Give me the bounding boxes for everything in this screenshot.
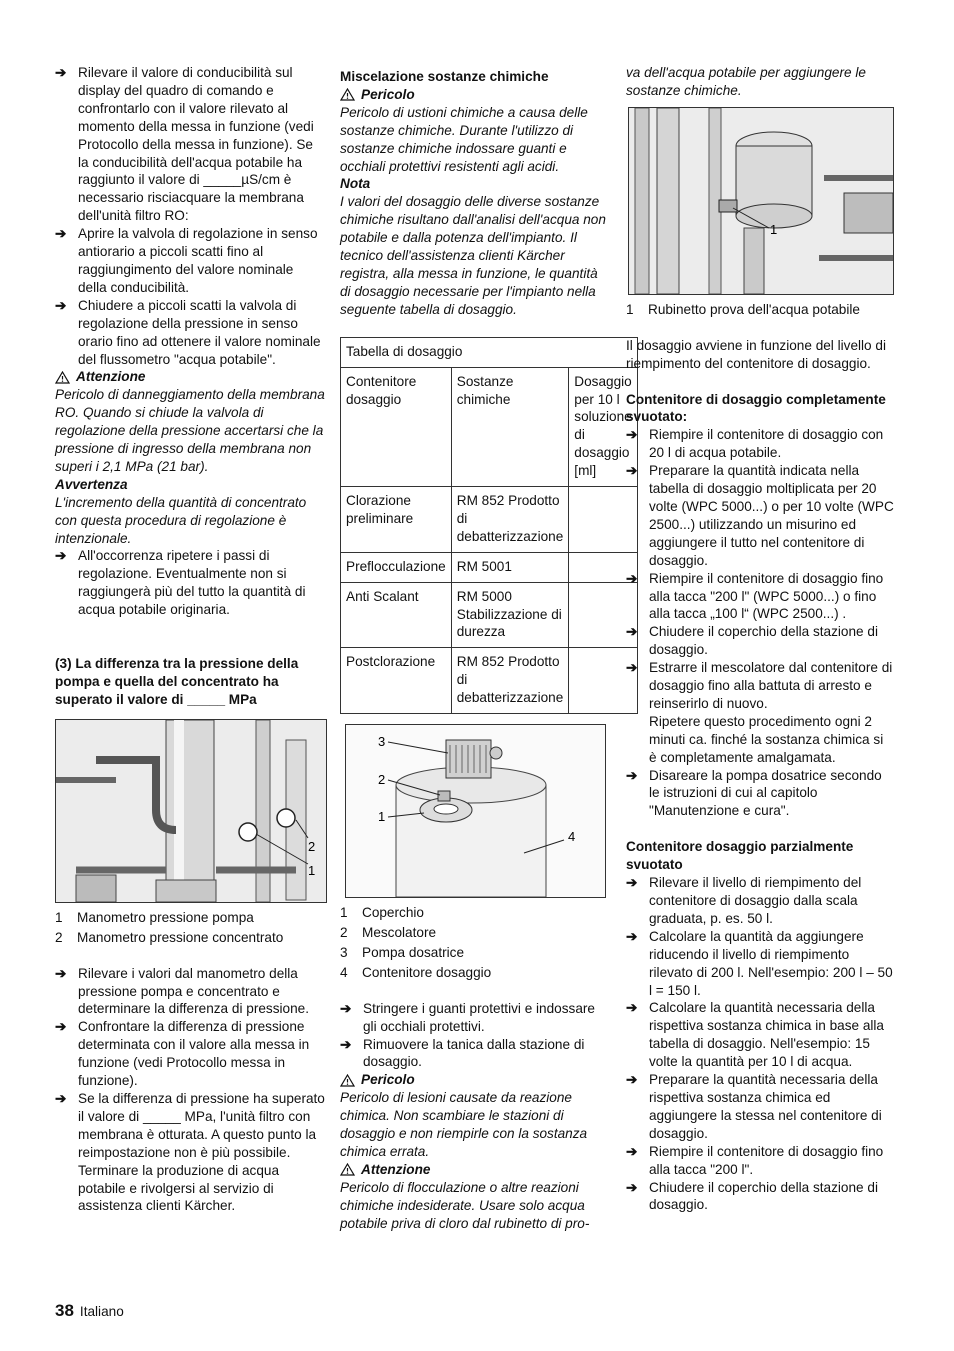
- page-number: 38: [55, 1301, 74, 1320]
- column-left: [55, 64, 325, 1215]
- figure-caption: 2 Manometro pressione concentrato: [55, 929, 284, 945]
- instruction-step: ➔ Rilevare i valori dal manometro della pressione pompa e concentrato e determinare la differenza di pressione.: [55, 965, 309, 1017]
- instruction-step: ➔ Chiudere il coperchio della stazione di dosaggio.: [626, 1179, 878, 1213]
- instruction-step: ➔ Aprire la valvola di regolazione in senso antiorario a piccoli scatti fino al raggiungimento del valore nominale della conducibilità.: [55, 226, 318, 295]
- piping-illustration: [56, 720, 326, 902]
- arrow-right-icon: ➔: [626, 427, 638, 443]
- table-title-row: Tabella di dosaggio: [341, 337, 638, 367]
- instruction-step: ➔ Riempire il contenitore di dosaggio con 20 l di acqua potabile.: [626, 427, 884, 461]
- column-right: [626, 64, 894, 1214]
- attention-heading: Attenzione: [340, 1161, 606, 1179]
- instruction-step: ➔ Estrarre il mescolatore dal contenitore di dosaggio fino alla battuta di arresto e reinserirlo di nuovo.: [626, 660, 893, 711]
- arrow-right-icon: ➔: [626, 767, 638, 783]
- note-heading: Avvertenza: [55, 476, 128, 492]
- arrow-right-icon: ➔: [626, 875, 638, 891]
- arrow-right-icon: ➔: [626, 1072, 638, 1088]
- test-tap-figure: [628, 107, 894, 295]
- table-row: Clorazione preliminare RM 852 Prodotto di debatterizzazione: [341, 487, 638, 553]
- arrow-right-icon: ➔: [626, 1143, 638, 1159]
- table-row: Preflocculazione RM 5001: [341, 552, 638, 582]
- instruction-step: ➔ Rimuovere la tanica dalla stazione di dosaggio.: [340, 1036, 585, 1070]
- instruction-continuation: Ripetere questo procedimento ogni 2 minuti ca. finché la sostanza chimica si è completamente amalgamata.: [649, 713, 884, 765]
- instruction-step: ➔ Rilevare il livello di riempimento del contenitore di dosaggio dalla scala graduata, p. es. 50 l.: [626, 875, 862, 926]
- language-label: Italiano: [79, 1304, 124, 1319]
- arrow-right-icon: ➔: [55, 297, 67, 313]
- figure-caption: 4 Contenitore dosaggio: [340, 964, 492, 980]
- table-header-row: Contenitore dosaggio Sostanze chimiche Dosaggio per 10 l soluzione di dosaggio [ml]: [341, 367, 638, 486]
- section-heading: (3) La differenza tra la pressione della pompa e quella del concentrato ha superato il valore di _____ MPa: [55, 656, 299, 707]
- column-middle: [340, 68, 632, 1233]
- warning-triangle-icon: [340, 88, 355, 101]
- instruction-step: ➔ Disareare la pompa dosatrice secondo le istruzioni di cui al capitolo "Manutenzione e cura".: [626, 767, 882, 819]
- dosage-table: [340, 337, 638, 714]
- instruction-step: ➔ Riempire il contenitore di dosaggio fino alla tacca "200 l".: [626, 1143, 884, 1177]
- callout-1: 1: [770, 221, 778, 237]
- section-heading: Contenitore dosaggio parzialmente svuotato: [626, 839, 854, 873]
- test-tap-illustration: [629, 108, 893, 294]
- instruction-step: ➔ Preparare la quantità indicata nella tabella di dosaggio moltiplicata per 20 volte (WPC 5000...) o per 10 volte (WPC 2500...) utilizzando un misurino ed aggiungere il tutto nel contenitore di dosaggio.: [626, 463, 894, 568]
- instruction-step: ➔ All'occorrenza ripetere i passi di regolazione. Eventualmente non si raggiungerà più del tutto la quantità di acqua potabile originaria.: [55, 548, 306, 618]
- arrow-right-icon: ➔: [55, 226, 67, 242]
- figure-caption: 1 Manometro pressione pompa: [55, 909, 254, 925]
- callout-1: 1: [378, 809, 386, 825]
- arrow-right-icon: ➔: [55, 65, 67, 80]
- dosing-station-figure: [345, 724, 606, 898]
- instruction-step: ➔ Rilevare il valore di conducibilità sul display del quadro di comando e confrontarlo con il valore rilevato al momento della messa in funzione (vedi Protocollo della messa in funzione). Se la conducibilità dell'acqua potabile ha raggiunto il valore di _____µS/cm è necessario risciacquare la membrana dell'unità filtro RO:: [55, 65, 314, 224]
- attention-text: Pericolo di flocculazione o altre reazioni chimiche indesiderate. Usare solo acqua potabile priva di cloro dal rubinetto di pro-: [340, 1179, 590, 1231]
- arrow-right-icon: ➔: [626, 624, 638, 640]
- arrow-right-icon: ➔: [626, 1179, 638, 1195]
- section-heading: Miscelazione sostanze chimiche: [340, 69, 549, 84]
- instruction-step: ➔ Calcolare la quantità necessaria della rispettiva sostanza chimica in base alla tabella di dosaggio. Nell'esempio: 15 volte la quantità per 10 l di acqua.: [626, 1000, 884, 1070]
- danger-heading: Pericolo: [340, 1071, 606, 1089]
- instruction-step: ➔ Preparare la quantità necessaria della rispettiva sostanza chimica ed aggiungere la stessa nel contenitore di dosaggio.: [626, 1072, 882, 1141]
- arrow-right-icon: ➔: [626, 570, 638, 586]
- arrow-right-icon: ➔: [55, 1019, 67, 1035]
- callout-2: 2: [308, 838, 316, 854]
- section-heading: Contenitore di dosaggio completamente svuotato:: [626, 391, 886, 425]
- nota-text: I valori del dosaggio delle diverse sostanze chimiche risultano dall'analisi dell'acqua non potabile e dalla potenza dell'impianto. Il tecnico dell'assistenza clienti Kärcher registra, alla messa in funzione, le quantità di dosaggio necessarie per l'impianto nella seguente tabella di dosaggio.: [340, 194, 606, 317]
- arrow-right-icon: ➔: [55, 1090, 67, 1106]
- attention-text: Pericolo di danneggiamento della membrana RO. Quando si chiude la valvola di regolazione della pressione accertarsi che la pressione di ingresso della membrana non superi i 2,1 MPa (21 bar).: [55, 387, 325, 474]
- instruction-step: ➔ Calcolare la quantità da aggiungere riducendo il livello di riempimento rilevato di 200 l. Nell'esempio: 200 l – 50 l = 150 l.: [626, 928, 893, 998]
- warning-triangle-icon: [340, 1163, 355, 1176]
- warning-triangle-icon: [340, 1074, 355, 1087]
- danger-text: Pericolo di ustioni chimiche a causa delle sostanze chimiche. Durante l'utilizzo di sostanze chimiche indossare guanti e occhiali protettivi resistenti agli acidi.: [340, 104, 588, 174]
- arrow-right-icon: ➔: [626, 660, 638, 676]
- instruction-step: ➔ Chiudere a piccoli scatti la valvola di regolazione della pressione in senso orario fino ad ottenere il valore nominale del flussometro "acqua potabile".: [55, 297, 321, 367]
- page-footer: [55, 1302, 124, 1321]
- arrow-right-icon: ➔: [55, 965, 67, 981]
- table-row: Anti Scalant RM 5000 Stabilizzazione di durezza: [341, 582, 638, 648]
- arrow-right-icon: ➔: [340, 1000, 352, 1016]
- figure-caption: 1 Coperchio: [340, 905, 424, 921]
- callout-2: 2: [378, 772, 386, 788]
- arrow-right-icon: ➔: [55, 548, 67, 564]
- callout-1: 1: [308, 862, 316, 878]
- instruction-step: ➔ Confrontare la differenza di pressione determinata con il valore alla messa in funzione (vedi Protocollo messa in funzione).: [55, 1019, 310, 1089]
- figure-caption: 3 Pompa dosatrice: [340, 944, 465, 960]
- instruction-step: ➔ Riempire il contenitore di dosaggio fino alla tacca "200 l" (WPC 5000...) o fino alla tacca „100 l“ (WPC 2500...) .: [626, 570, 884, 622]
- nota-heading: Nota: [340, 176, 371, 192]
- figure-caption: 2 Mescolatore: [340, 925, 437, 940]
- arrow-right-icon: ➔: [626, 463, 638, 479]
- danger-text: Pericolo di lesioni causate da reazione chimica. Non scambiare le stazioni di dosaggio e non riempirle con la sostanza chimica errata.: [340, 1090, 588, 1159]
- instruction-step: ➔ Stringere i guanti protettivi e indossare gli occhiali protettivi.: [340, 1000, 595, 1034]
- dosing-station-illustration: [346, 725, 605, 897]
- figure-caption: 1 Rubinetto prova dell'acqua potabile: [626, 301, 860, 317]
- instruction-step: ➔ Se la differenza di pressione ha superato il valore di _____ MPa, l'unità filtro con membrana è otturata. A questo punto la reimpostazione non è più possibile. Terminare la produzione di acqua potabile e rivolgersi al servizio di assistenza clienti Kärcher.: [55, 1090, 325, 1214]
- warning-triangle-icon: [55, 371, 70, 384]
- body-paragraph: Il dosaggio avviene in funzione del livello di riempimento del contenitore di dosaggio.: [626, 337, 886, 371]
- danger-heading: Pericolo: [340, 86, 606, 104]
- note-text: L'incremento della quantità di concentrato con questa procedura di regolazione è intenzionale.: [55, 494, 307, 546]
- callout-3: 3: [378, 734, 386, 750]
- arrow-right-icon: ➔: [626, 928, 638, 944]
- arrow-right-icon: ➔: [626, 1000, 638, 1016]
- pressure-gauges-figure: [55, 719, 327, 903]
- arrow-right-icon: ➔: [340, 1036, 352, 1052]
- callout-4: 4: [568, 829, 576, 845]
- table-row: Postclorazione RM 852 Prodotto di debatterizzazione: [341, 648, 638, 714]
- continued-text: va dell'acqua potabile per aggiungere le sostanze chimiche.: [626, 65, 866, 98]
- attention-heading: Attenzione: [55, 368, 325, 386]
- instruction-step: ➔ Chiudere il coperchio della stazione di dosaggio.: [626, 624, 878, 658]
